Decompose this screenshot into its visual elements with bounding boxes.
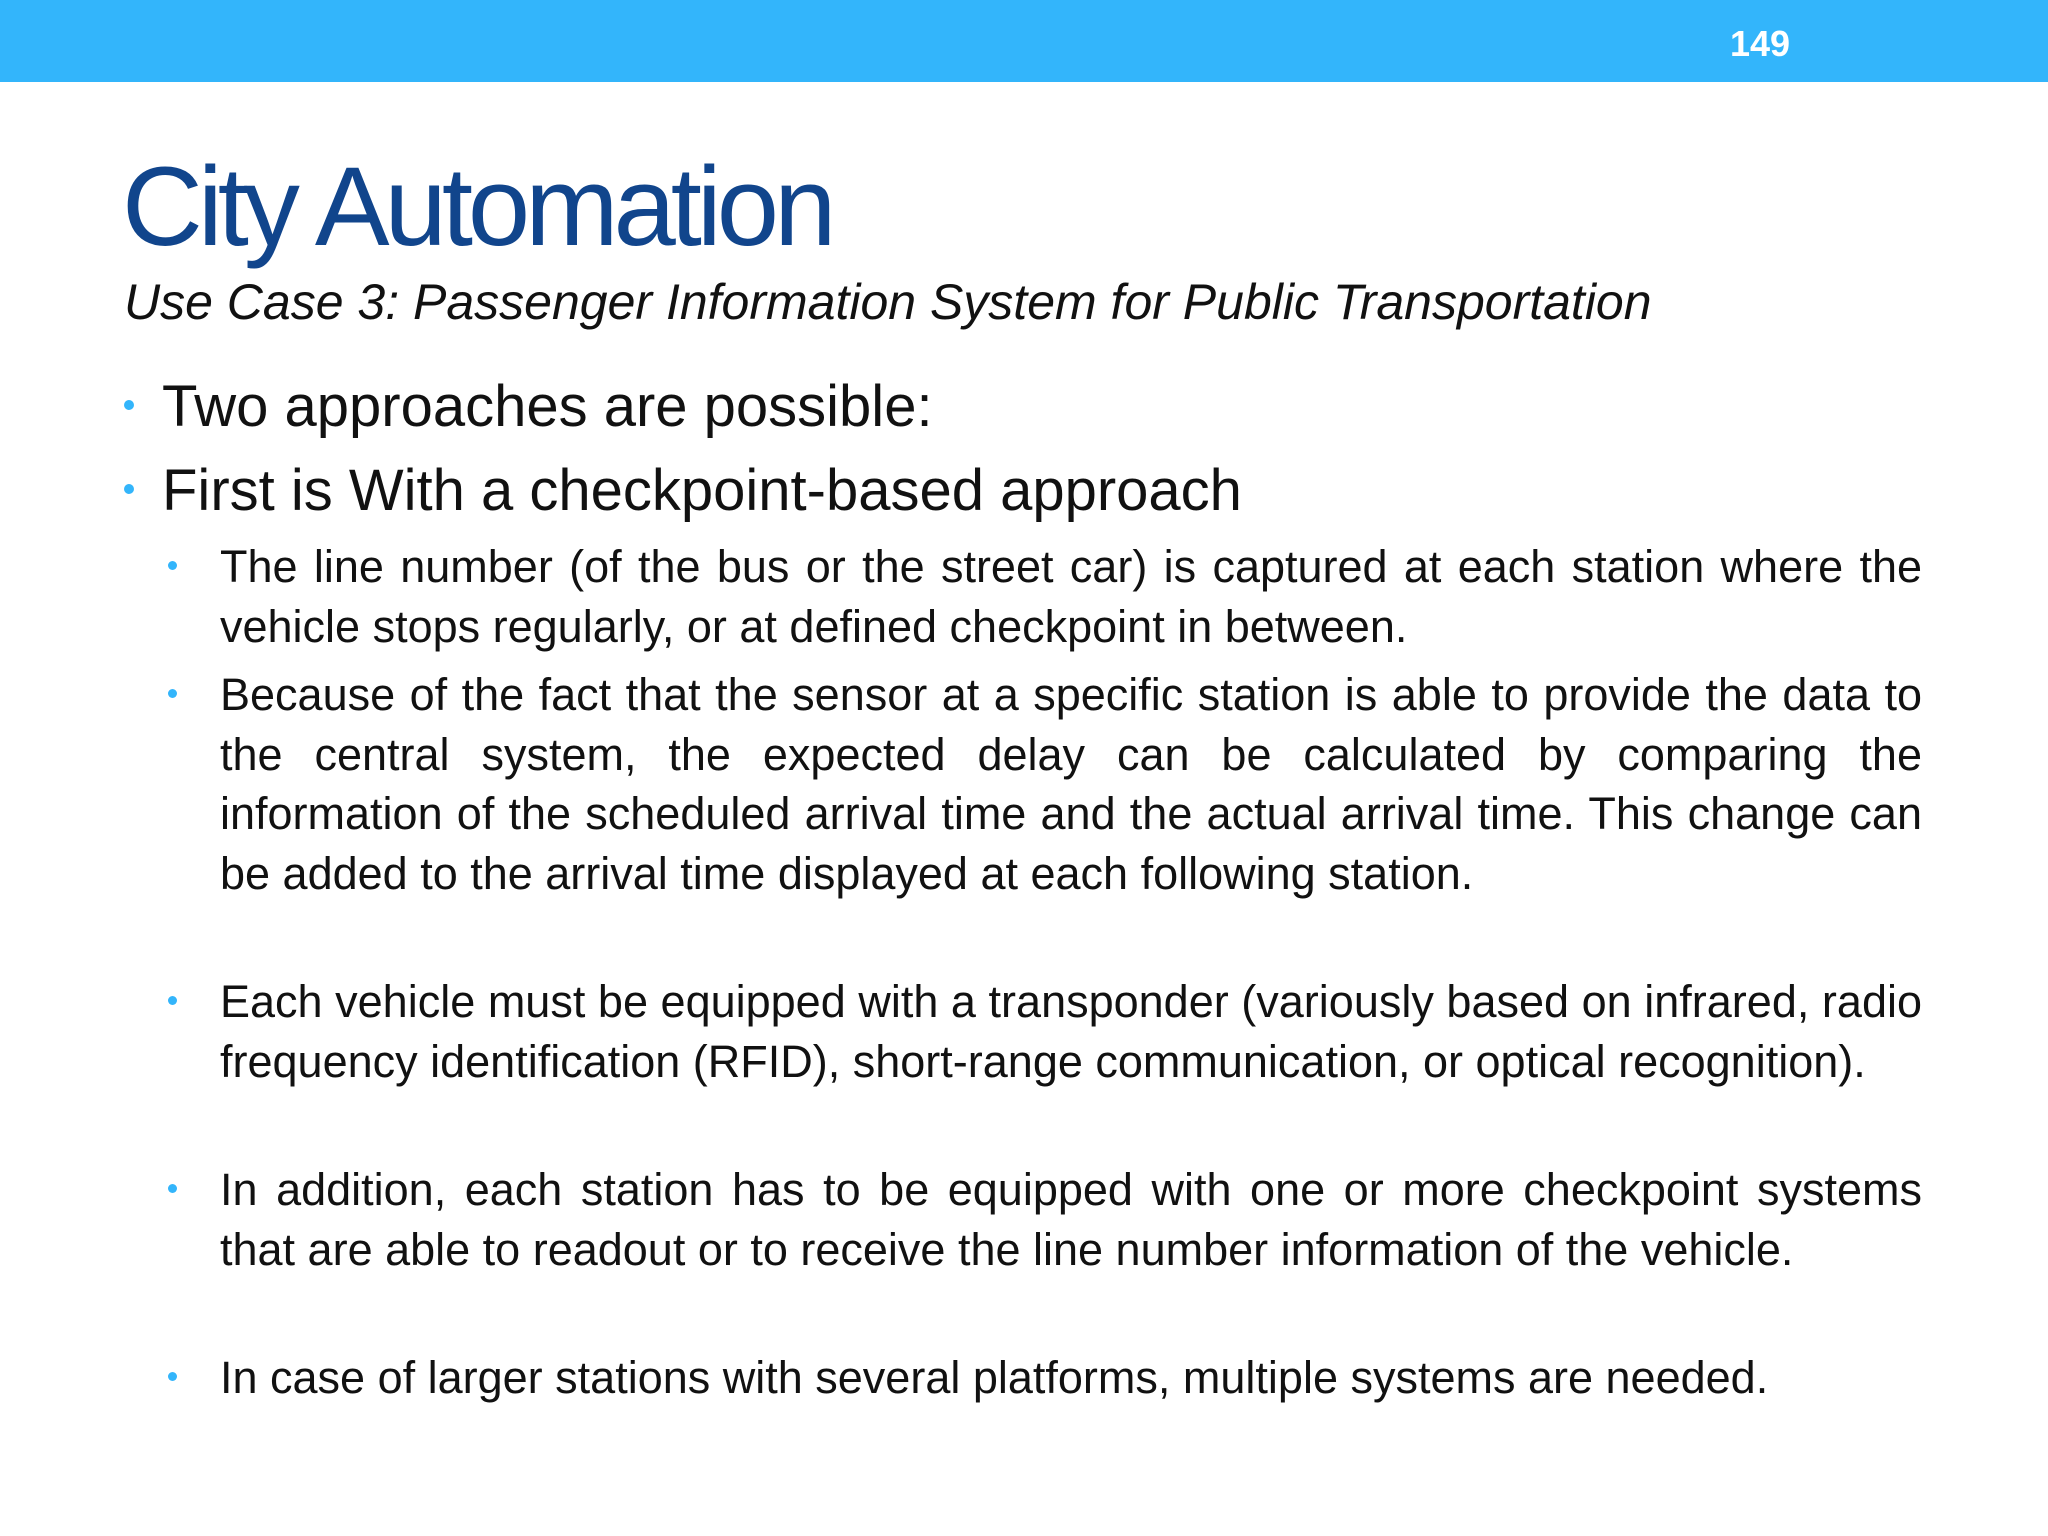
bullet-dot-icon: [124, 400, 134, 410]
sub-bullet-text: The line number (of the bus or the street car) is captured at each station where the vehicle stops regularly, or at defined checkpoint in between.: [220, 541, 1922, 652]
sub-bullet-text: Each vehicle must be equipped with a transponder (variously based on infrared, radio frequency identification (RFID), short-range communication, or optical recognition).: [220, 976, 1922, 1087]
bullet-text: First is With a checkpoint-based approach: [162, 458, 1242, 523]
slide-title: City Automation: [122, 144, 832, 269]
bullet-text: Two approaches are possible:: [162, 374, 933, 439]
bullet-dot-icon: [168, 689, 177, 698]
top-bar: [0, 0, 2048, 82]
sub-bullet-item: [168, 972, 1922, 1091]
bullet-dot-icon: [124, 484, 134, 494]
sub-bullet-text: Because of the fact that the sensor at a specific station is able to provide the data to the central system, the expected delay can be calculated by comparing the information of the scheduled arrival time and the actual arrival time. This change can be added to the arrival time displayed at each following station.: [220, 669, 1922, 899]
bullet-dot-icon: [168, 1372, 177, 1381]
slide-subtitle: Use Case 3: Passenger Information System for Public Transportation: [124, 274, 1652, 330]
sub-bullet-text: In addition, each station has to be equipped with one or more checkpoint systems that are able to readout or to receive the line number information of the vehicle.: [220, 1164, 1922, 1275]
sub-bullet-item: [168, 1160, 1922, 1279]
bullet-dot-icon: [168, 561, 177, 570]
sub-bullet-item: [168, 1348, 1922, 1408]
sub-bullet-item: [168, 665, 1922, 903]
sub-bullet-item: [168, 537, 1922, 656]
page-number: 149: [1729, 23, 1791, 64]
bullet-dot-icon: [168, 1184, 177, 1193]
bullet-dot-icon: [168, 996, 177, 1005]
sub-bullet-text: In case of larger stations with several platforms, multiple systems are needed.: [220, 1352, 1769, 1403]
